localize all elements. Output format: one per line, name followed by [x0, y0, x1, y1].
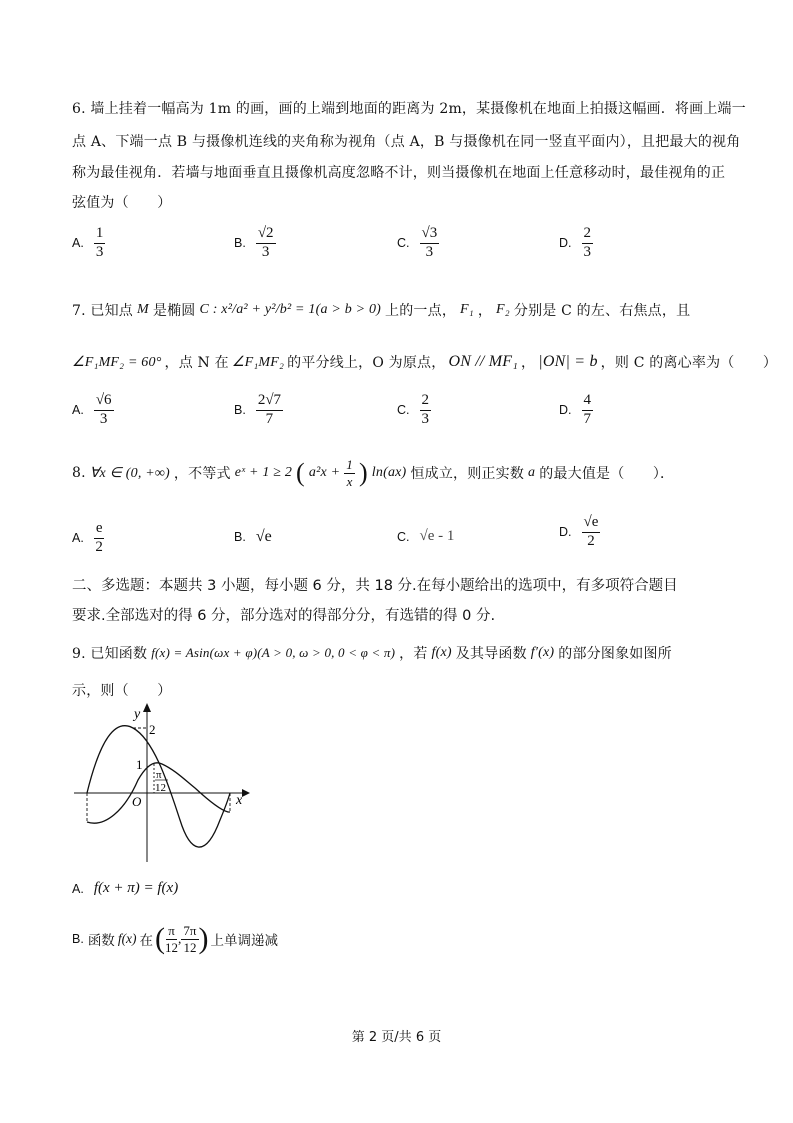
q6-option-d: D. $\frac{2}{3}$	[559, 225, 591, 260]
fraction: $\frac{1}{x}$	[346, 457, 353, 489]
q8-option-c: C. √e - 1	[397, 528, 455, 544]
q6-option-c: C. $\frac{√3}{3}$	[397, 225, 438, 260]
q7-option-d: D. $\frac{4}{7}$	[559, 392, 591, 427]
q9-option-a: A. f(x + π) = f(x)	[72, 880, 179, 896]
fraction: $\frac{√2}{3}$	[257, 225, 274, 260]
q7-line-2: ∠F₁MF₂ = 60° ，点 N 在 ∠F₁MF₂ 的平分线上，O 为原点， ON // MF₁ ， |ON| = b ，则 C 的离心率为（ ）	[72, 353, 778, 371]
x-axis-arrow	[242, 789, 250, 797]
q7-line-1: 7. 已知点 M 是椭圆 C : x²/a² + y²/b² = 1(a > b > 0) 上的一点， F₁ ， F₂ 分别是 C 的左、右焦点，且	[72, 302, 691, 319]
q7-option-a: A. $\frac{√6}{3}$	[72, 392, 112, 427]
function-graph	[70, 700, 250, 870]
y-axis-label: y	[134, 707, 141, 722]
fraction: $\frac{\pi}{12}$	[165, 922, 179, 955]
origin-label: O	[132, 794, 142, 809]
fraction: $\frac{2}{3}$	[583, 225, 591, 260]
fraction: $\frac{4}{7}$	[583, 392, 591, 427]
section-2-line-2: 要求.全部选对的得 6 分，部分选对的得部分分，有选错的得 0 分.	[72, 608, 496, 624]
q6-line-1: 6. 墙上挂着一幅高为 1m 的画，画的上端到地面的距离为 2m，某摄像机在地面上拍摄这幅画．将画上端一	[72, 101, 746, 117]
tick-2-label: 2	[149, 722, 156, 737]
fraction: $\frac{√3}{3}$	[421, 225, 438, 260]
fraction: $\frac{7\pi}{12}$	[183, 922, 197, 955]
q7-option-b: B. $\frac{2√7}{7}$	[234, 392, 282, 427]
q6-option-b: B. $\frac{√2}{3}$	[234, 225, 274, 260]
q6-line-3: 称为最佳视角．若墙与地面垂直且摄像机高度忽略不计，则当摄像机在地面上任意移动时，最佳视角的正	[72, 165, 726, 181]
fraction: $\frac{e}{2}$	[95, 520, 103, 555]
fraction: $\frac{1}{3}$	[95, 225, 104, 260]
q8-option-b: B. √e	[234, 528, 272, 545]
q6-option-a: A. $\frac{1}{3}$	[72, 225, 104, 260]
q7-option-c: C. $\frac{2}{3}$	[397, 392, 429, 427]
q8-line-1: 8. ∀x ∈ (0, +∞) ，不等式 eˣ + 1 ≥ 2 ( a²x + $\frac{1}{x}$ ) ln(ax) 恒成立，则正实数 a 的最大值是（ ）．	[72, 457, 675, 489]
q8-option-a: A. $\frac{e}{2}$	[72, 520, 103, 555]
q9-line-2: 示，则（ ）	[72, 683, 172, 699]
q8-option-d: D. $\frac{√e}{2}$	[559, 514, 599, 549]
fraction: $\frac{√e}{2}$	[583, 514, 599, 549]
tick-1-label: 1	[136, 757, 143, 772]
page-footer: 第 2 页/共 6 页	[351, 1030, 442, 1045]
q6-line-4: 弦值为（ ）	[72, 195, 172, 211]
section-2-line-1: 二、多选题：本题共 3 小题，每小题 6 分，共 18 分.在每小题给出的选项中，有多项符合题目	[72, 578, 678, 594]
fraction: $\frac{√6}{3}$	[95, 392, 112, 427]
fraction: $\frac{2}{3}$	[421, 392, 429, 427]
q9-line-1: 9. 已知函数 f(x) = Asin(ωx + φ)(A > 0, ω > 0, 0 < φ < π) ，若 f(x) 及其导函数 f′(x) 的部分图象如图所	[72, 645, 672, 662]
tick-12-label: 12	[155, 782, 166, 794]
q6-line-2: 点 A、下端一点 B 与摄像机连线的夹角称为视角（点 A，B 与摄像机在同一竖直平面内），且把最大的视角	[72, 134, 741, 150]
tick-pi-label: π	[156, 769, 162, 781]
fraction: $\frac{2√7}{7}$	[257, 392, 282, 427]
ellipse-equation: C : x²/a² + y²/b² = 1(a > b > 0)	[199, 302, 382, 317]
x-axis-label: x	[236, 793, 243, 808]
y-axis-arrow	[143, 703, 151, 712]
q9-option-b: B. 函数 f(x) 在 ( $\frac{\pi}{12}$ , $\frac{7\pi}{12}$ ) 上单调递减	[72, 922, 278, 955]
